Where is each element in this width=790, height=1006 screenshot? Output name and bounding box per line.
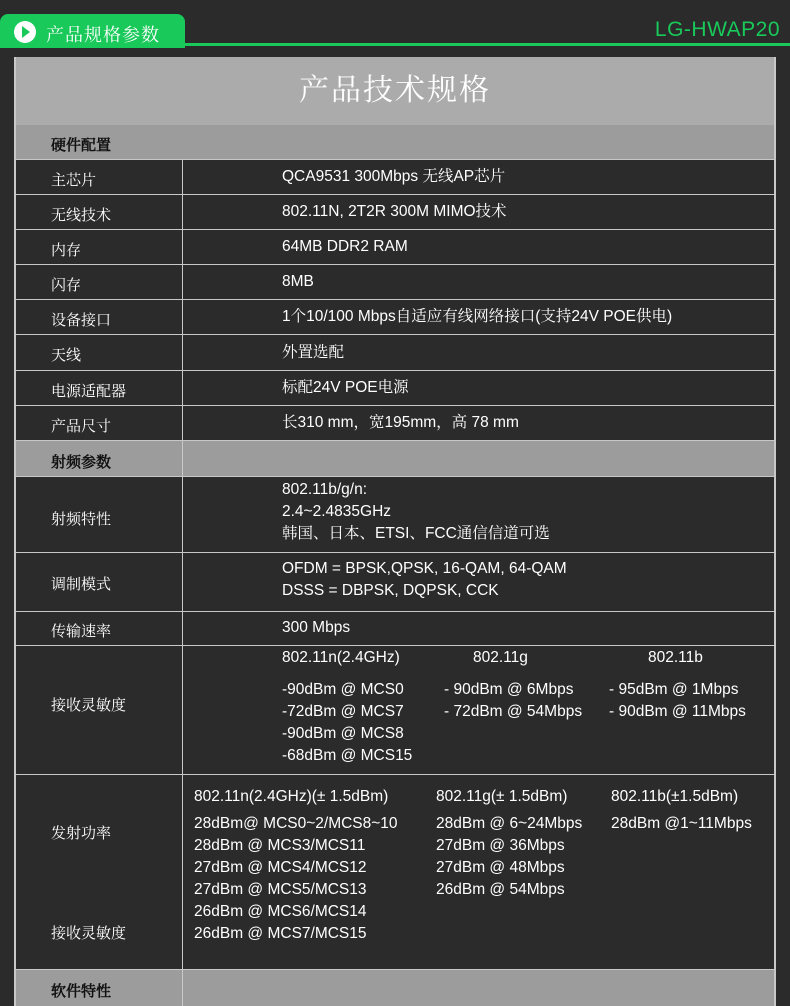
- table-row: [16, 230, 774, 265]
- row-label: 电源适配器: [51, 383, 127, 400]
- row-value: 802.11b/g/n:: [282, 481, 368, 498]
- cell-value: 27dBm @ 48Mbps: [436, 859, 565, 876]
- cell-value: 28dBm @ MCS3/MCS11: [194, 837, 366, 854]
- column-header: 802.11n(2.4GHz)(± 1.5dBm): [194, 788, 389, 805]
- table-row: [16, 553, 774, 612]
- row-value: 1个10/100 Mbps自适应有线网络接口(支持24V POE供电): [282, 308, 673, 325]
- cell-value: 28dBm@ MCS0~2/MCS8~10: [194, 815, 398, 832]
- row-value: 2.4~2.4835GHz: [282, 503, 392, 520]
- row-value: 外置选配: [282, 344, 345, 361]
- table-row: [16, 612, 774, 646]
- cell-value: 27dBm @ MCS4/MCS12: [194, 859, 367, 876]
- cell-value: -68dBm @ MCS15: [282, 747, 413, 764]
- table-row: [16, 371, 774, 406]
- row-value: OFDM = BPSK,QPSK, 16-QAM, 64-QAM: [282, 560, 567, 577]
- column-header: 802.11b(±1.5dBm): [611, 788, 739, 805]
- row-value: 长310 mm，宽195mm，高 78 mm: [282, 414, 519, 431]
- cell-value: 26dBm @ 54Mbps: [436, 881, 565, 898]
- table-row: [16, 265, 774, 300]
- table-row: [16, 477, 774, 553]
- row-label: 发射功率: [51, 825, 112, 842]
- row-label: 主芯片: [51, 172, 97, 189]
- cell-value: - 72dBm @ 54Mbps: [444, 703, 583, 720]
- table-row: [16, 195, 774, 230]
- row-label: 调制模式: [51, 576, 112, 593]
- section-label: 硬件配置: [51, 137, 112, 154]
- play-icon: [14, 21, 36, 43]
- row-value: QCA9531 300Mbps 无线AP芯片: [282, 168, 506, 185]
- cell-value: -90dBm @ MCS0: [282, 681, 404, 698]
- table-row: [16, 300, 774, 335]
- row-label: 产品尺寸: [51, 418, 112, 435]
- row-label: 射频特性: [51, 511, 112, 528]
- column-header: 802.11g: [473, 649, 528, 666]
- cell-value: 27dBm @ MCS5/MCS13: [194, 881, 367, 898]
- row-value: 韩国、日本、ETSI、FCC通信信道可选: [282, 525, 550, 542]
- row-label: 传输速率: [51, 623, 112, 640]
- section-tab-label: 产品规格参数: [46, 25, 160, 45]
- table-title: 产品技术规格: [16, 57, 774, 125]
- table-row: [16, 335, 774, 371]
- table-row: [16, 646, 774, 775]
- cell-value: - 95dBm @ 1Mbps: [609, 681, 739, 698]
- cell-value: 26dBm @ MCS7/MCS15: [194, 925, 367, 942]
- column-header: 802.11n(2.4GHz): [282, 649, 400, 666]
- section-label: 射频参数: [51, 454, 112, 471]
- row-value: DSSS = DBPSK, DQPSK, CCK: [282, 582, 499, 599]
- cell-value: - 90dBm @ 11Mbps: [609, 703, 746, 720]
- row-label: 闪存: [51, 277, 82, 294]
- cell-value: 26dBm @ MCS6/MCS14: [194, 903, 367, 920]
- section-rf: [16, 441, 774, 477]
- row-value: 802.11N, 2T2R 300M MIMO技术: [282, 203, 507, 220]
- row-value: 8MB: [282, 273, 314, 290]
- cell-value: -90dBm @ MCS8: [282, 725, 404, 742]
- section-software: [16, 970, 774, 1006]
- row-value: 64MB DDR2 RAM: [282, 238, 408, 255]
- row-label: 天线: [51, 347, 82, 364]
- row-label: 接收灵敏度: [51, 925, 127, 942]
- table-row: [16, 406, 774, 441]
- column-header: 802.11g(± 1.5dBm): [436, 788, 568, 805]
- row-value: 300 Mbps: [282, 619, 351, 636]
- row-value: 标配24V POE电源: [282, 379, 409, 396]
- cell-value: -72dBm @ MCS7: [282, 703, 404, 720]
- row-label: 接收灵敏度: [51, 697, 127, 714]
- section-hardware: [16, 125, 774, 160]
- cell-value: - 90dBm @ 6Mbps: [444, 681, 574, 698]
- model-name: LG-HWAP20: [654, 18, 780, 41]
- cell-value: 28dBm @1~11Mbps: [611, 815, 752, 832]
- table-row: [16, 775, 774, 970]
- table-row: [16, 160, 774, 195]
- section-label: 软件特性: [51, 983, 112, 1000]
- cell-value: 27dBm @ 36Mbps: [436, 837, 565, 854]
- row-label: 内存: [51, 242, 82, 259]
- row-label: 无线技术: [51, 207, 112, 224]
- spec-table: [14, 57, 776, 1006]
- header-bar: [0, 0, 790, 50]
- row-label: 设备接口: [51, 312, 112, 329]
- column-header: 802.11b: [648, 649, 703, 666]
- section-tab: [0, 14, 185, 48]
- cell-value: 28dBm @ 6~24Mbps: [436, 815, 583, 832]
